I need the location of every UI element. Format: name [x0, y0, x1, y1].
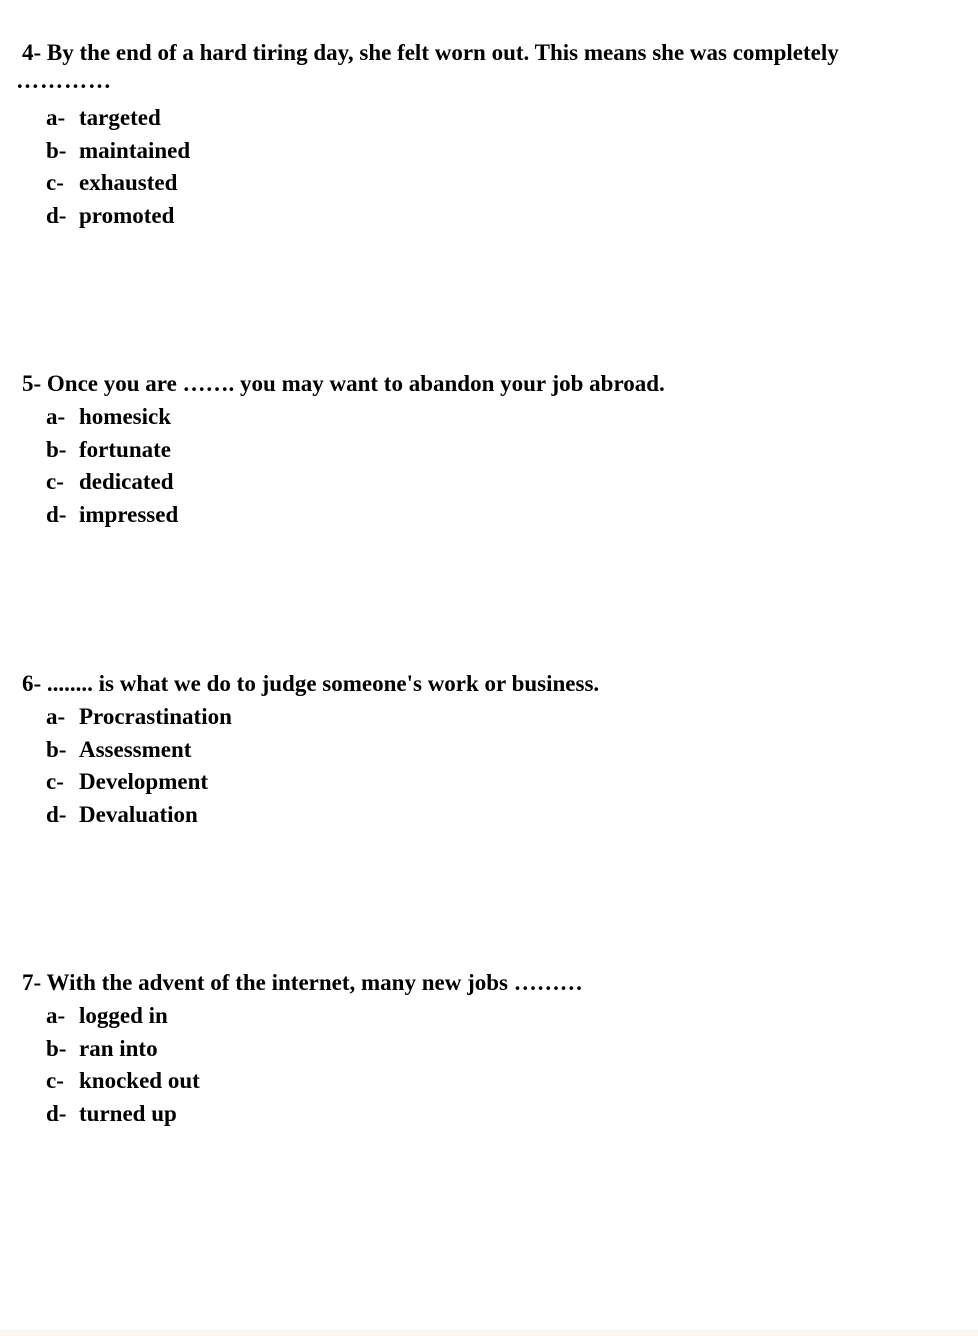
option-letter: b- — [46, 736, 67, 762]
option-b[interactable] — [46, 734, 232, 767]
option-letter: b- — [46, 436, 67, 462]
option-c[interactable] — [46, 466, 178, 499]
option-b[interactable] — [46, 1033, 200, 1066]
option-text: Devaluation — [79, 802, 198, 828]
option-text: knocked out — [79, 1068, 200, 1094]
option-letter: d- — [46, 802, 67, 828]
question-text: 7- With the advent of the internet, many new jobs ……… — [22, 970, 583, 995]
option-c[interactable] — [46, 766, 232, 799]
option-c[interactable] — [46, 167, 190, 200]
option-text: logged in — [79, 1003, 168, 1028]
option-letter: d- — [46, 1101, 67, 1127]
option-b[interactable] — [46, 135, 190, 168]
option-a[interactable] — [46, 102, 190, 135]
option-text: ran into — [79, 1035, 158, 1061]
option-text: exhausted — [79, 170, 178, 196]
option-letter: d- — [46, 502, 67, 528]
option-letter: c- — [46, 170, 64, 196]
option-text: turned up — [79, 1101, 177, 1127]
page-bottom-edge — [0, 1330, 978, 1336]
option-letter: d- — [46, 203, 67, 229]
option-d[interactable] — [46, 1098, 200, 1131]
option-text: maintained — [79, 137, 191, 163]
option-text: fortunate — [79, 436, 171, 462]
question-text: 4- By the end of a hard tiring day, she felt worn out. This means she was completely — [22, 40, 839, 65]
option-letter: c- — [46, 769, 64, 795]
option-letter: a- — [46, 1003, 66, 1028]
option-letter: a- — [46, 704, 66, 729]
option-letter: a- — [46, 404, 66, 429]
options-list — [46, 102, 190, 233]
option-a[interactable] — [46, 701, 232, 734]
option-text: targeted — [79, 105, 161, 130]
option-a[interactable] — [46, 401, 178, 434]
option-letter: c- — [46, 469, 64, 495]
option-letter: c- — [46, 1068, 64, 1094]
options-list — [46, 1000, 200, 1131]
option-d[interactable] — [46, 499, 178, 532]
option-text: Assessment — [79, 736, 192, 762]
question-text: 5- Once you are ……. you may want to abandon your job abroad. — [22, 371, 665, 396]
option-letter: a- — [46, 105, 66, 130]
option-text: impressed — [79, 502, 179, 528]
options-list — [46, 401, 178, 532]
option-c[interactable] — [46, 1065, 200, 1098]
question-blank-continuation: ………… — [16, 68, 112, 93]
option-text: homesick — [79, 404, 171, 429]
option-text: dedicated — [79, 469, 174, 495]
option-text: promoted — [79, 203, 175, 229]
option-a[interactable] — [46, 1000, 200, 1033]
option-letter: b- — [46, 137, 67, 163]
option-b[interactable] — [46, 434, 178, 467]
option-letter: b- — [46, 1035, 67, 1061]
option-text: Procrastination — [79, 704, 232, 729]
option-d[interactable] — [46, 200, 190, 233]
option-d[interactable] — [46, 799, 232, 832]
question-text: 6- ........ is what we do to judge someone's work or business. — [22, 671, 600, 696]
options-list — [46, 701, 232, 832]
option-text: Development — [79, 769, 209, 795]
